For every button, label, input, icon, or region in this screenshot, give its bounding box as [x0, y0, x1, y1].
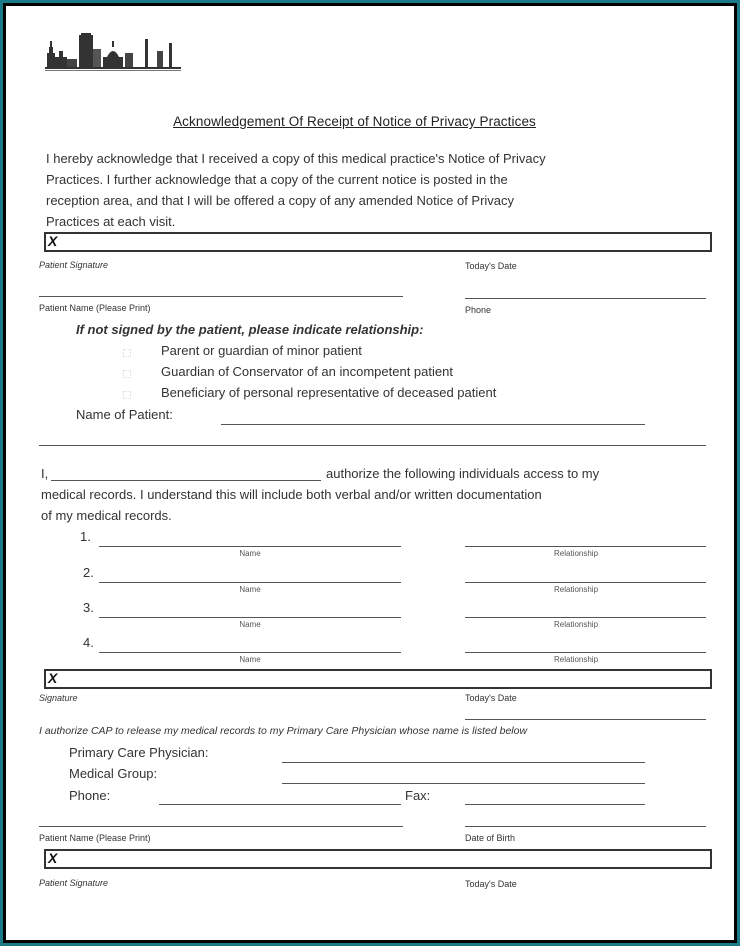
signature-x-mark: X — [48, 233, 58, 249]
ack-line: Practices at each visit. — [46, 214, 176, 229]
relationship-caption: Relationship — [553, 585, 599, 594]
todays-date-label: Today's Date — [465, 261, 517, 271]
patient-name-label-2: Patient Name (Please Print) — [39, 833, 151, 843]
relationship-option: Guardian of Conservator of an incompetent patient — [161, 364, 453, 379]
relationship-option: Beneficiary of personal representative of deceased patient — [161, 385, 497, 400]
patient-name-line-2[interactable] — [39, 826, 403, 827]
phone-line[interactable] — [465, 298, 706, 299]
relationship-checkbox-parent[interactable] — [123, 349, 131, 357]
dob-label: Date of Birth — [465, 833, 516, 843]
relationship-heading: If not signed by the patient, please indicate relationship: — [76, 322, 424, 337]
authorize-line: of my medical records. — [41, 508, 172, 523]
section-divider — [39, 445, 706, 446]
authorize-line: authorize the following individuals access to my — [326, 466, 600, 481]
relationship-caption: Relationship — [553, 655, 599, 664]
pcp-label: Primary Care Physician: — [69, 745, 209, 760]
patient-name-label: Patient Name (Please Print) — [39, 303, 151, 313]
patient-signature-label-2: Patient Signature — [39, 878, 109, 888]
release-statement: I authorize CAP to release my medical records to my Primary Care Physician whose name is listed below — [39, 725, 528, 737]
ack-line: reception area, and that I will be offered a copy of any amended Notice of Privacy — [46, 193, 515, 208]
name-caption: Name — [239, 620, 261, 629]
individual-name-line[interactable] — [99, 617, 401, 618]
signature-label: Signature — [39, 693, 78, 703]
ack-line: I hereby acknowledge that I received a copy of this medical practice's Notice of Privacy — [46, 151, 546, 166]
individual-number: 1. — [80, 529, 91, 544]
todays-date-label: Today's Date — [465, 879, 517, 889]
authorize-prefix: I, — [41, 466, 49, 481]
pcp-phone-label: Phone: — [69, 788, 111, 803]
authorize-line: medical records. I understand this will include both verbal and/or written documentation — [41, 487, 542, 502]
individual-relationship-line[interactable] — [465, 652, 706, 653]
name-of-patient-label: Name of Patient: — [76, 407, 173, 422]
pcp-phone-line[interactable] — [159, 804, 401, 805]
fax-line[interactable] — [465, 804, 645, 805]
individual-relationship-line[interactable] — [465, 617, 706, 618]
relationship-checkbox-guardian[interactable] — [123, 370, 131, 378]
individual-name-line[interactable] — [99, 546, 401, 547]
todays-date-label: Today's Date — [465, 693, 517, 703]
fax-label: Fax: — [405, 788, 431, 803]
signature-x-mark: X — [48, 850, 58, 866]
name-of-patient-line[interactable] — [221, 424, 645, 425]
name-caption: Name — [239, 655, 261, 664]
individual-relationship-line[interactable] — [465, 546, 706, 547]
authorization-date-line[interactable] — [465, 719, 706, 720]
individual-relationship-line[interactable] — [465, 582, 706, 583]
patient-signature-box[interactable] — [44, 232, 712, 252]
patient-signature-label: Patient Signature — [39, 260, 109, 270]
individual-number: 4. — [83, 635, 94, 650]
acknowledgement-paragraph — [46, 148, 646, 232]
medical-group-label: Medical Group: — [69, 766, 158, 781]
patient-name-line[interactable] — [39, 296, 403, 297]
relationship-option: Parent or guardian of minor patient — [161, 343, 362, 358]
authorizer-name-line[interactable] — [51, 480, 321, 481]
ack-line: Practices. I further acknowledge that a copy of the current notice is posted in the — [46, 172, 508, 187]
individual-number: 3. — [83, 600, 94, 615]
relationship-checkbox-beneficiary[interactable] — [123, 391, 131, 399]
phone-label: Phone — [465, 305, 492, 315]
form-title: Acknowledgement Of Receipt of Notice of Privacy Practices — [173, 114, 536, 129]
individual-name-line[interactable] — [99, 582, 401, 583]
name-caption: Name — [239, 549, 261, 558]
individual-number: 2. — [83, 565, 94, 580]
pcp-line[interactable] — [282, 762, 645, 763]
name-caption: Name — [239, 585, 261, 594]
relationship-caption: Relationship — [553, 620, 599, 629]
dob-line[interactable] — [465, 826, 706, 827]
relationship-caption: Relationship — [553, 549, 599, 558]
final-patient-signature-box[interactable] — [44, 849, 712, 869]
form-page — [6, 6, 734, 940]
medical-group-line[interactable] — [282, 783, 645, 784]
city-skyline-logo — [45, 31, 181, 73]
signature-x-mark: X — [48, 670, 58, 686]
authorization-signature-box[interactable] — [44, 669, 712, 689]
individual-name-line[interactable] — [99, 652, 401, 653]
